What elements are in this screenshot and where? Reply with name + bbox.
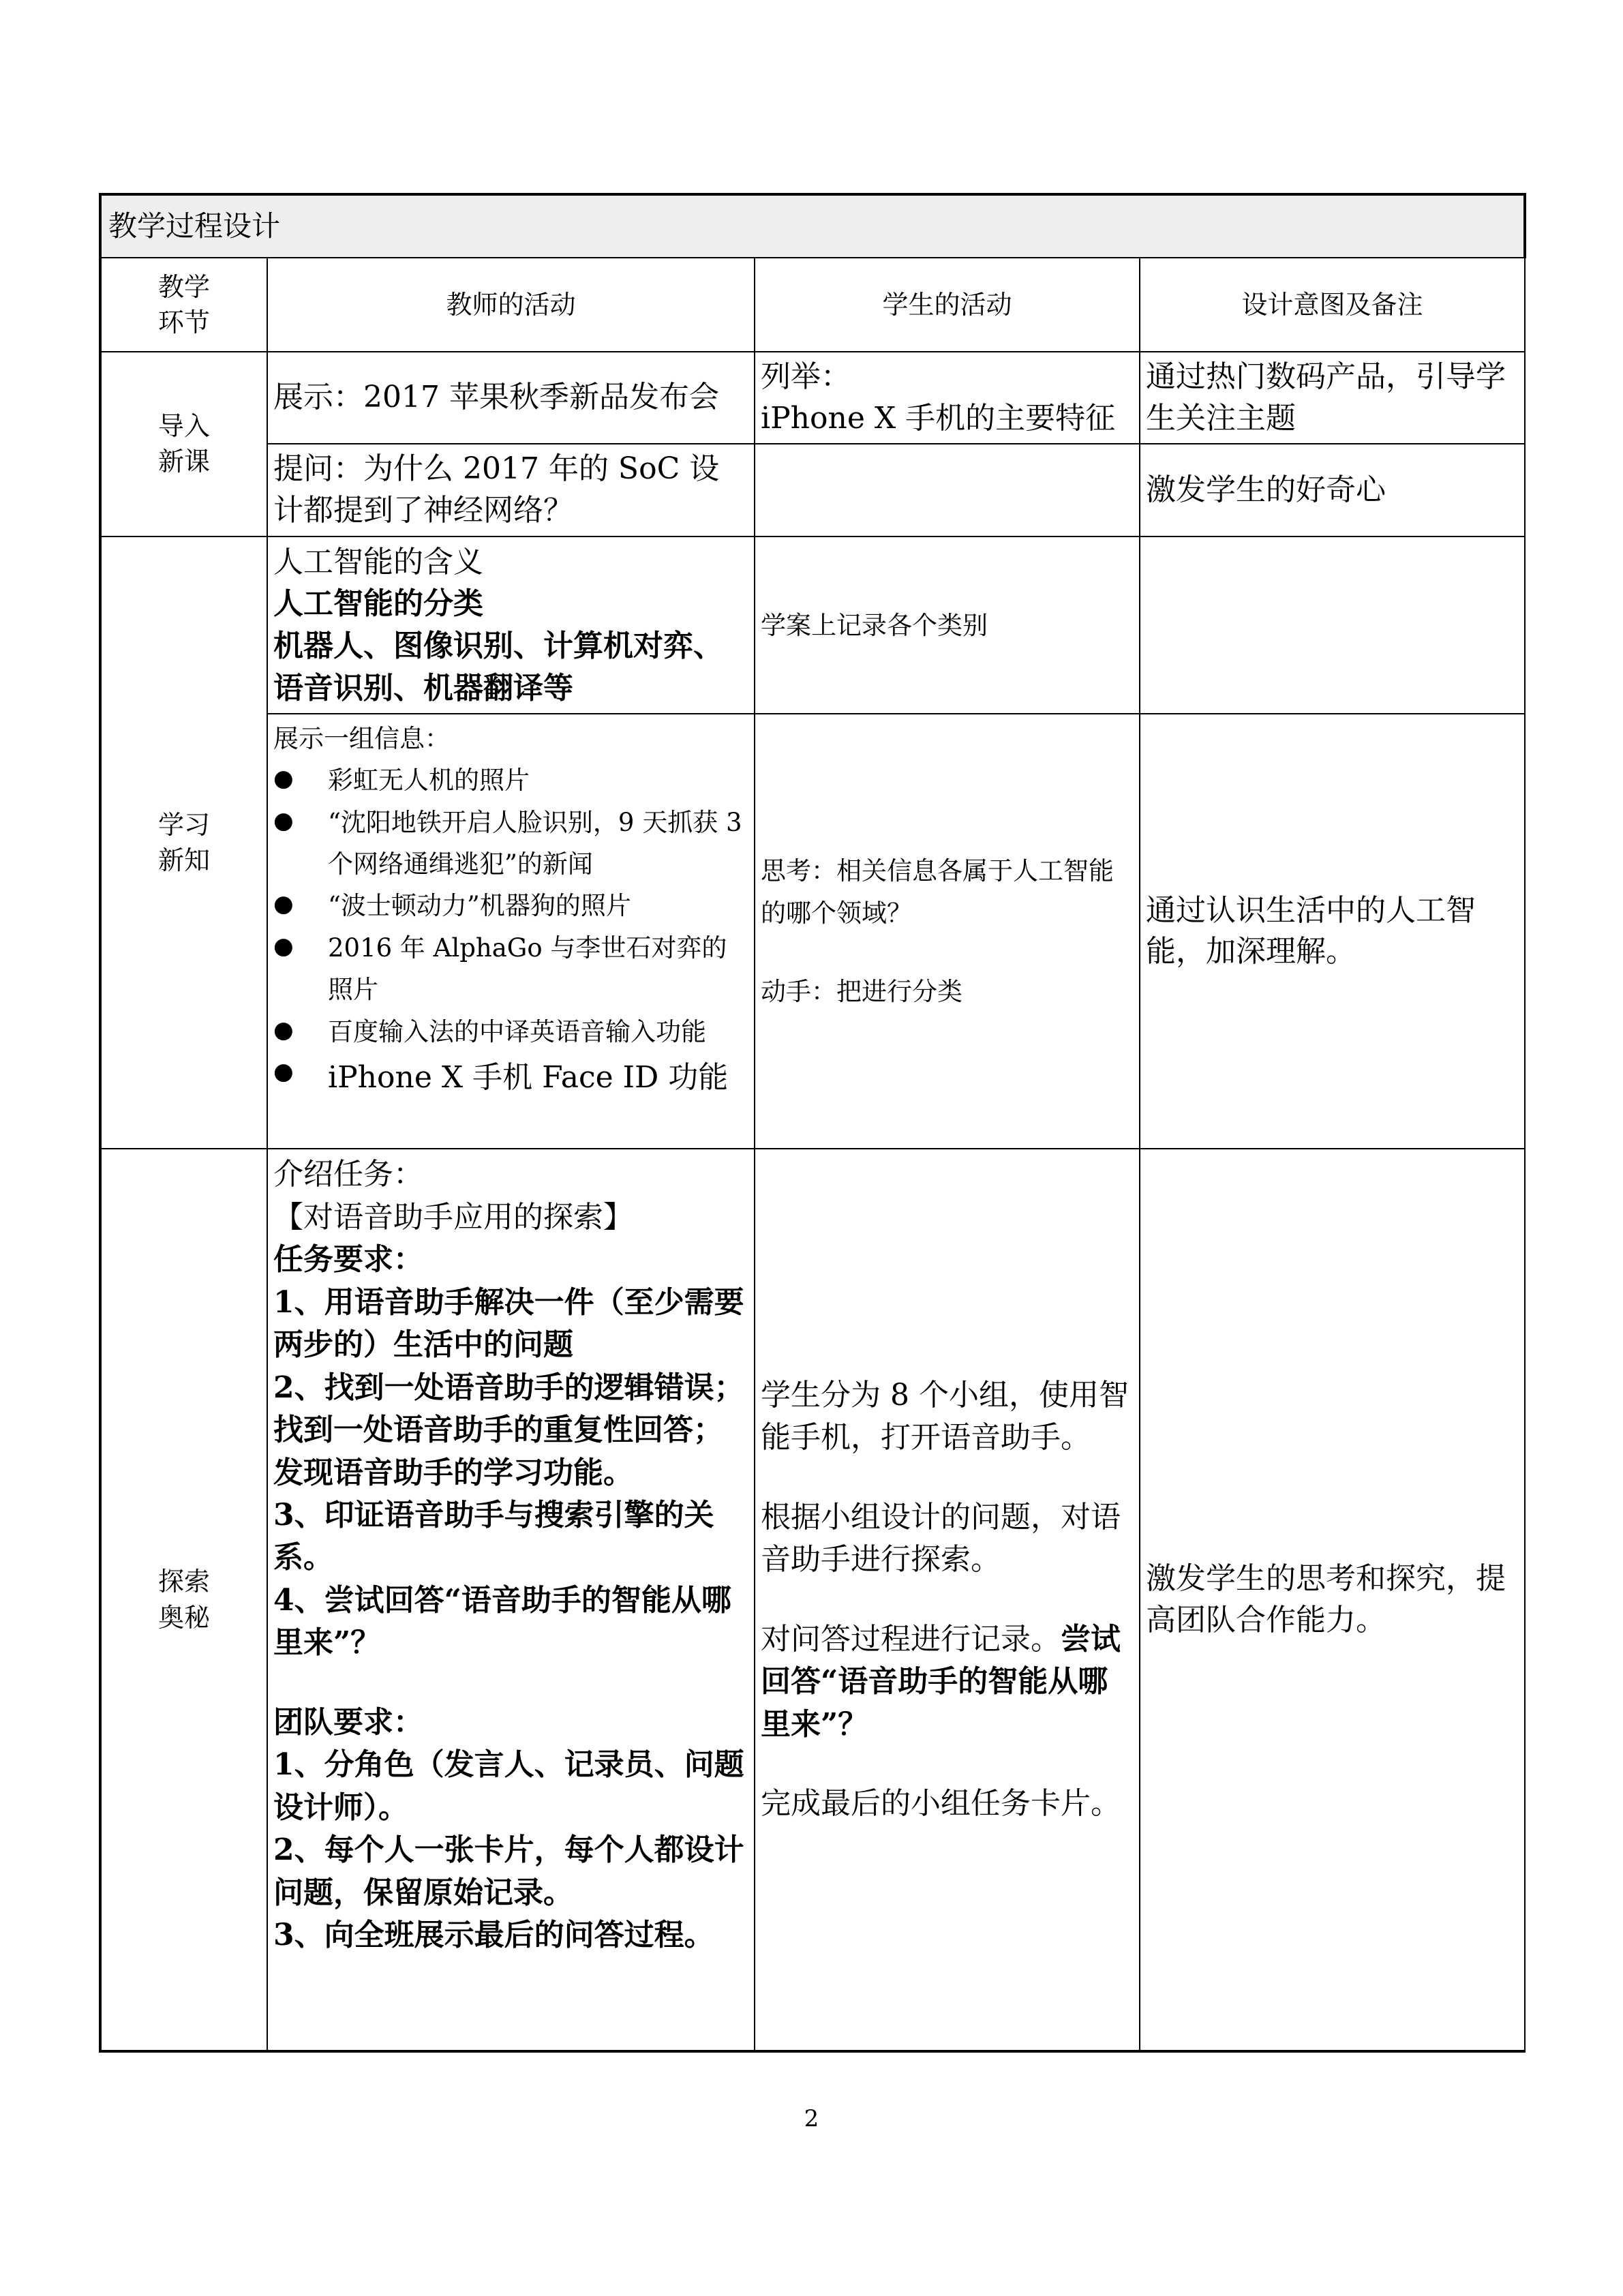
lesson-process-table xyxy=(99,193,1526,2053)
header-student: 学生的活动 xyxy=(755,258,1140,352)
table-row xyxy=(100,1149,1525,2051)
teacher-activity xyxy=(267,1149,755,2051)
student-activity xyxy=(755,352,1140,444)
teacher-activity: 展示：2017 苹果秋季新品发布会 xyxy=(267,352,755,444)
student-line: 学生分为 8 个小组，使用智能手机，打开语音助手。 xyxy=(761,1377,1129,1455)
stage-learn xyxy=(100,537,267,1149)
table-row xyxy=(100,714,1525,1149)
task-item: 2、找到一处语音助手的逻辑错误； xyxy=(273,1370,744,1405)
student-line: 列举： xyxy=(761,359,851,394)
table-row xyxy=(100,537,1525,714)
list-item: ● 2016 年 AlphaGo 与李世石对弈的照片 xyxy=(273,927,748,1011)
stage-line: 新课 xyxy=(157,447,210,477)
design-note xyxy=(1140,537,1525,714)
teacher-activity xyxy=(267,714,755,1149)
task-item: 找到一处语音助手的重复性回答； xyxy=(273,1413,723,1448)
student-line xyxy=(761,1618,1134,1746)
header-stage xyxy=(100,258,267,352)
teacher-line: 【对语音助手应用的探索】 xyxy=(273,1199,633,1235)
header-design: 设计意图及备注 xyxy=(1140,258,1525,352)
student-line: iPhone X 手机的主要特征 xyxy=(761,400,1116,436)
teacher-line: 机器人、图像识别、计算机对弈、语音识别、机器翻译等 xyxy=(273,629,723,706)
list-item: ● “波士顿动力”机器狗的照片 xyxy=(273,885,748,926)
teacher-line: 人工智能的分类 xyxy=(273,586,483,622)
bullet-icon: ● xyxy=(273,890,294,918)
student-bold-text: 尝试回答“语音助手的智能从哪里来”？ xyxy=(761,1621,1121,1742)
bullet-icon: ● xyxy=(273,765,294,793)
table-title: 教学过程设计 xyxy=(100,194,1525,258)
list-item: ● 百度输入法的中译英语音输入功能 xyxy=(273,1011,748,1053)
student-plain-text: 对问答过程进行记录。 xyxy=(761,1621,1061,1657)
list-item: ● iPhone X 手机 Face ID 功能 xyxy=(273,1053,748,1102)
stage-line: 奥秘 xyxy=(157,1602,210,1633)
spacer xyxy=(761,1582,1134,1618)
stage-line: 导入 xyxy=(157,411,210,441)
student-line: 动手：把进行分类 xyxy=(761,976,962,1006)
header-stage-line: 环节 xyxy=(157,307,210,337)
stage-line: 学习 xyxy=(157,809,210,840)
design-note: 激发学生的好奇心 xyxy=(1140,444,1525,536)
team-item: 1、分角色（发言人、记录员、问题设计师）。 xyxy=(273,1747,744,1825)
student-activity xyxy=(755,714,1140,1149)
student-activity xyxy=(755,1149,1140,2051)
task-item: 发现语音助手的学习功能。 xyxy=(273,1455,633,1490)
teacher-intro: 展示一组信息： xyxy=(273,724,450,754)
teacher-activity: 提问：为什么 2017 年的 SoC 设计都提到了神经网络？ xyxy=(267,444,755,536)
design-note: 激发学生的思考和探究，提高团队合作能力。 xyxy=(1140,1149,1525,2051)
student-activity: 学案上记录各个类别 xyxy=(755,537,1140,714)
table-row xyxy=(100,444,1525,536)
stage-line: 探索 xyxy=(157,1567,210,1597)
team-item: 3、向全班展示最后的问答过程。 xyxy=(273,1918,714,1953)
spacer xyxy=(761,1460,1134,1496)
spacer xyxy=(761,1746,1134,1783)
design-note: 通过认识生活中的人工智能，加深理解。 xyxy=(1140,714,1525,1149)
list-item: ● 彩虹无人机的照片 xyxy=(273,759,748,801)
team-item: 2、每个人一张卡片，每个人都设计问题，保留原始记录。 xyxy=(273,1832,744,1910)
bullet-icon: ● xyxy=(273,806,294,834)
student-line: 根据小组设计的问题，对语音助手进行探索。 xyxy=(761,1499,1121,1577)
teacher-activity xyxy=(267,537,755,714)
stage-line: 新知 xyxy=(157,845,210,876)
table-title-row xyxy=(100,194,1525,258)
task-item: 3、印证语音助手与搜索引擎的关系。 xyxy=(273,1498,714,1575)
design-note: 通过热门数码产品，引导学生关注主题 xyxy=(1140,352,1525,444)
bullet-icon: ● xyxy=(273,1058,294,1086)
table-row xyxy=(100,352,1525,444)
table-header-row xyxy=(100,258,1525,352)
student-line: 完成最后的小组任务卡片。 xyxy=(761,1786,1121,1822)
teacher-line: 团队要求： xyxy=(273,1704,423,1740)
spacer xyxy=(761,934,1134,971)
student-activity xyxy=(755,444,1140,536)
list-item: ● “沈阳地铁开启人脸识别，9 天抓获 3 个网络通缉逃犯”的新闻 xyxy=(273,802,748,886)
page-number: 2 xyxy=(804,2105,819,2132)
bullet-icon: ● xyxy=(273,932,294,960)
spacer xyxy=(273,1665,748,1702)
header-stage-line: 教学 xyxy=(157,271,210,302)
teacher-line: 人工智能的含义 xyxy=(273,544,483,579)
task-item: 4、尝试回答“语音助手的智能从哪里来”？ xyxy=(273,1582,731,1661)
teacher-line: 介绍任务： xyxy=(273,1157,423,1192)
teacher-line: 任务要求： xyxy=(273,1242,423,1278)
stage-intro xyxy=(100,352,267,537)
student-line: 思考：相关信息各属于人工智能的哪个领域？ xyxy=(761,856,1114,928)
bullet-icon: ● xyxy=(273,1016,294,1044)
stage-explore xyxy=(100,1149,267,2051)
header-teacher: 教师的活动 xyxy=(267,258,755,352)
task-item: 1、用语音助手解决一件（至少需要两步的）生活中的问题 xyxy=(273,1284,744,1363)
